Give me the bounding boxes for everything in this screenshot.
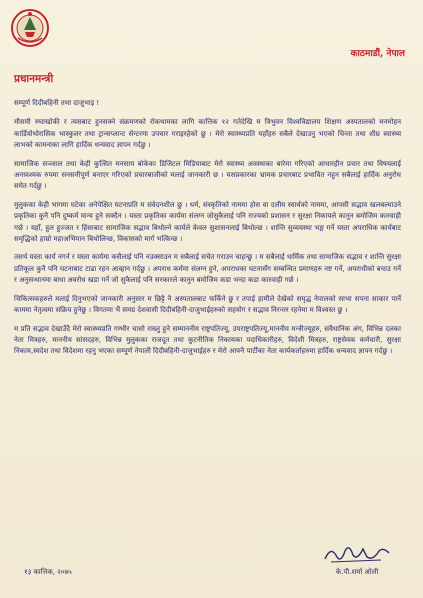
paragraph-1: मौसमी रुघाखोकी र त्यसबाट हुनसक्ने संक्रमणको रोकथामका लागि कात्तिक १२ गतेदेखि म त्रिभुवन विश्वविद्यालय शिक्षण अस्पतालको मनमोहन कार्डियोथोरासिक भास्कुलर तथा ट्रान्सप्लान्ट सेन्टरमा उपचार गराइरहेको छु । मेरो स्वास्थ्यप्रति यहाँहरु सबैले देखाउनु भएको चिन्ता तथा शीघ्र स्वास्थ्य लाभको कामनाका लागि हार्दिक धन्यवाद ज्ञापन गर्दछु ।: [14, 118, 401, 150]
paragraph-4: तसर्थ यस्ता कार्य नगर्न र यस्ता कार्यमा कसैलाई पनि नउक्साउन म सबैलाई सचेत गराउन चाहन्छु । म सबैलाई धार्मिक तथा सामाजिक सद्भाव र शान्ति सुरक्षा प्रतिकूल कुनै पनि घटनाबाट टाढा रहन आव्हान गर्दछु । अपराध कर्ममा संलग्न हुने, अपराधका घटनासँग सम्बन्धित प्रमाणहरु नष्ट गर्ने, अपराधीको बचाउ गर्ने र अनुसन्धानमा बाधा अवरोध खडा गर्ने जो सुकैलाई पनि सरकारले कानुन बमोजिम कडा भन्दा कडा कारवाही गर्छ ।: [14, 253, 401, 285]
letterhead-office: प्रधानमन्त्री: [14, 73, 54, 85]
paragraph-5: चिकित्सकहरुले मलाई दिनुभएको जानकारी अनुसार म छिट्टै नै अस्पतालबाट फर्किने छु र तपाई हामीले देखेको समृद्ध नेपालको साभा सपना साकार पार्ने काममा नेतृत्वमा सक्रिय हुनेछु । विगतमा भैं समग्र देशवासी दिदीबहिनी-दाजुभाईहरुको सहयोग र सद्भाव निरन्तर रहनेमा म विश्वस्त छु ।: [14, 294, 401, 315]
paragraph-3: मुलुकका केही भागमा घटेका अनेपेक्षित घटनाप्रति म संवेदनशील छु । धर्म, संस्कृतिको नाममा होस वा दलीय स्वार्थको नाममा, आपसी सद्भाव खलबल्याउने प्रकृतिका कुनै पनि दुष्कर्म मान्य हुने सक्दैन । यस्ता प्रकृतिका कार्यमा संलग्न जोसुकैलाई पनि राज्यको प्रशासन र सुरक्षा निकायले कानुन बमोजिम कारवाही गर्छ । यहाँ, हुल हुज्जत र हिंसाबाट सामाजिक सद्भाव बिथोल्ने कार्यले केवल सुशासनलाई बिथोल्छ । शान्ति सुव्यवस्था भङ्ग गर्ने यस्ता अपराधिक कार्यबाट समृद्धिको हाम्रो महाअभियान बिथोलिन्छ, विकासको मार्ग भत्किन्छ ।: [14, 200, 401, 244]
salutation: सम्पूर्ण दिदीबहिनी तथा दाजुभाइ !: [14, 99, 100, 107]
letter-footer: [14, 545, 401, 585]
signature-icon: [321, 541, 393, 567]
signature-block: [321, 541, 393, 577]
letter-body: [14, 98, 401, 365]
nepal-emblem-icon: [10, 8, 50, 48]
signer-name: के.पी.शर्मा ओली: [335, 568, 379, 576]
paragraph-2: सामाजिक सञ्जाल तथा केही कुत्सित मनसाय बोकेका डिजिटल मिडियाबाट मेरो स्वास्थ्य अवस्थाका बारेमा गरिएको आधारहीन प्रचार तथा विषयलाई अनावश्यक रुपमा सनसनीपूर्ण बनाएर गरिएको प्रचारबाजीको मलाई जानकारी छ । यसप्रकारका भ्रामक प्रचारबाट प्रभावित नहुन सबैलाई हार्दिक अनुरोध समेत गर्दछु ।: [14, 159, 401, 191]
letter-date: १३ कात्तिक, २०७५: [24, 568, 72, 576]
paragraph-6: म प्रति सद्भाव देखाउँदै मेरो स्वास्थ्यप्रति गम्भीर चासो राख्नु हुने सम्माननीय राष्ट्रपतिज्यू, उपराष्ट्रपतिज्यू,माननीय मन्त्रीज्यूहरु, संवैधानिक अंग, विभिन्न दलका नेता मित्रहरु, माननीय सांसदहरु, विभिन्न मुलुकका राजदूत तथा कुटनीतिक निकायका पदाधिकारीहरु, विदेशी मित्रहरु, राष्ट्रसेवक कर्मचारी, सुरक्षा निकाय,स्वदेश तथा विदेशमा रहनु भएका सम्पूर्ण नेपाली दिदीबहिनी-दाजुभाईहरु र मेरो आफ्नै पार्टीका नेता कार्यकर्ताहरुमा हार्दिक धन्यवाद ज्ञापन गर्दछु ।: [14, 324, 401, 356]
letterhead-place: काठमाडौं, नेपाल: [350, 49, 405, 59]
